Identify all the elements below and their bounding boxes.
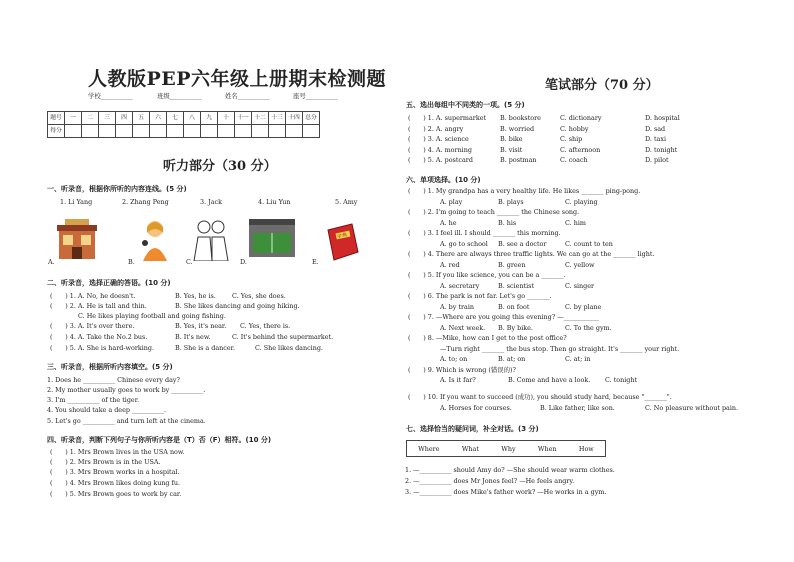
score-header-cell: 四 (116, 112, 133, 125)
score-header-cell: 二 (82, 112, 99, 125)
q6-option-10-0: A. Horses for courses. (440, 403, 512, 412)
q5-item-4-3: D. tonight (645, 145, 678, 154)
q2-item-1a: ( ) 1. A. No, he doesn't. (50, 292, 136, 300)
q4-item-5: ( ) 5. Mrs Brown goes to work by car. (50, 490, 182, 498)
q6-question-9: ( ) 9. Which is wrong (错误的)? (408, 365, 516, 374)
q5-item-5-0: ( ) 5. A. postcard (408, 156, 473, 164)
dictionary-label: 字典 (336, 232, 348, 241)
score-header-cell: 十 (218, 112, 235, 125)
q6-option-4-2: C. yellow (565, 260, 595, 269)
q5-item-1-0: ( ) 1. A. supermarket (408, 114, 487, 122)
score-header-cell: 十二 (252, 112, 269, 125)
q5-item-2-3: D. sad (645, 124, 666, 133)
score-header-cell: 十三 (269, 112, 286, 125)
q3-item-1: 1. Does he __________ Chinese every day? (47, 376, 180, 384)
q6-question-4: ( ) 4. There are always three traffic lights. We can go at the _______ light. (408, 250, 655, 258)
score-cell[interactable] (184, 125, 201, 138)
q3-item-4: 4. You should take a deep __________. (47, 406, 166, 414)
q6-option-6-0: A. by train (440, 302, 475, 311)
name-field[interactable]: 姓名__________ (225, 92, 270, 100)
q6-option-2-2: C. him (565, 218, 586, 227)
q6-question-3: ( ) 3. I feel ill. I should _______ this morning. (408, 229, 561, 237)
q5-item-2-1: B. worried (500, 124, 535, 133)
q5-heading: 五、选出每组中不同类的一项。(5 分) (406, 101, 525, 109)
q5-item-3-0: ( ) 3. A. science (408, 135, 469, 143)
score-cell[interactable] (99, 125, 116, 138)
score-cell[interactable] (303, 125, 320, 138)
q4-heading: 四、听录音，判断下列句子与你所听内容是（T）否（F）相符。(10 分) (47, 436, 272, 444)
q7-heading: 七、选择恰当的疑问词，补全对话。(3 分) (406, 425, 539, 433)
q2-item-3c: C. Yes, there is. (240, 322, 291, 330)
score-header-cell: 六 (150, 112, 167, 125)
q3-heading: 三、听录音，根据所听内容填空。(5 分) (47, 363, 173, 371)
q6-option-6-1: B. on foot (498, 302, 530, 311)
class-field[interactable]: 班级__________ (157, 92, 202, 100)
q4-item-1: ( ) 1. Mrs Brown lives in the USA now. (50, 448, 185, 456)
q6-option-9-2: C. tonight (605, 376, 638, 384)
q2-item-4b: B. It's new. (175, 333, 211, 341)
q2-item-3a: ( ) 3. A. It's over there. (50, 322, 135, 330)
score-cell[interactable] (150, 125, 167, 138)
dictionary-picture (322, 222, 362, 262)
q6-question-6: ( ) 6. The park is not far. Let's go _______. (408, 292, 552, 300)
score-cell[interactable] (116, 125, 133, 138)
word-how: How (578, 444, 594, 453)
q5-item-5-1: B. postman (500, 156, 537, 164)
q2-item-5a: ( ) 5. A. She is hard-working. (50, 344, 155, 352)
score-header-cell: 三 (99, 112, 116, 125)
q1-name-2: 2. Zhang Peng (122, 198, 169, 206)
q6-option-4-0: A. red (440, 260, 460, 269)
q6-option-7-1: B. By bike. (498, 323, 533, 332)
score-header-cell: 十四 (286, 112, 303, 125)
singer-picture (135, 217, 175, 261)
score-cell[interactable] (286, 125, 303, 138)
q1-name-3: 3. Jack (200, 198, 222, 206)
q4-item-2: ( ) 2. Mrs Brown is in the USA. (50, 458, 161, 466)
score-cell[interactable] (133, 125, 150, 138)
score-header-label: 题号 (48, 112, 65, 125)
q5-item-4-1: B. visit (500, 145, 523, 154)
q6-option-8-0: A. to; on (440, 355, 468, 363)
q5-item-1-3: D. hospital (645, 114, 680, 122)
bookstore-picture (55, 217, 99, 261)
q6-question-10: ( ) 10. If you want to succeed (成功), you should study hard, because "_______". (408, 393, 672, 401)
q7-item-1: 1. —__________ should Amy do? —She should wear warm clothes. (405, 466, 615, 474)
q2-item-2a: ( ) 2. A. He is tall and thin. (50, 302, 147, 310)
word-what: What (461, 444, 479, 453)
score-cell[interactable] (167, 125, 184, 138)
q5-item-3-1: B. bike (500, 135, 523, 143)
score-header-cell: 九 (201, 112, 218, 125)
score-table (47, 111, 320, 138)
score-header-cell: 一 (65, 112, 82, 125)
score-header-cell: 十一 (235, 112, 252, 125)
q2-heading: 二、听录音，选择正确的答语。(10 分) (47, 279, 171, 287)
q5-item-5-2: C. coach (560, 156, 588, 164)
q4-item-3: ( ) 3. Mrs Brown works in a hospital. (50, 468, 180, 476)
q3-item-5: 5. Let's go __________ and turn left at the cinema. (47, 417, 206, 425)
score-cell[interactable] (252, 125, 269, 138)
q6-option-2-1: B. his (498, 218, 517, 227)
q6-question-5: ( ) 5. If you like science, you can be a _______. (408, 271, 566, 279)
score-cell[interactable] (82, 125, 99, 138)
q6-option-8-2: C. at; in (565, 355, 591, 363)
q1-name-5: 5. Amy (335, 198, 358, 206)
score-header-cell: 总分 (303, 112, 320, 125)
score-cell[interactable] (218, 125, 235, 138)
q3-item-3: 3. I'm __________ of the tiger. (47, 396, 140, 404)
number-field[interactable]: 座号__________ (293, 92, 338, 100)
q5-item-4-0: ( ) 4. A. morning (408, 145, 472, 154)
q6-question-8-line2: —Turn right _______ the bus stop. Then go straight. It's _______ your right. (440, 344, 680, 353)
q6-option-1-0: A. play (440, 197, 463, 206)
score-header-cell: 八 (184, 112, 201, 125)
score-cell[interactable] (201, 125, 218, 138)
stadium-picture (247, 217, 297, 261)
score-header-cell: 七 (167, 112, 184, 125)
q6-question-1: ( ) 1. My grandpa has a very healthy life. He likes _______ ping-pong. (408, 187, 641, 195)
q7-item-3: 3. —__________ does Mike's father work? —He works in a gym. (405, 488, 607, 496)
page-title: 人教版PEP六年级上册期末检测题 (88, 68, 387, 90)
q5-item-3-2: C. ship (560, 135, 583, 143)
q2-item-5b: B. She is a dancer. (175, 344, 236, 352)
q2-item-4c: C. It's behind the supermarket. (232, 333, 334, 341)
q6-option-2-0: A. he (440, 218, 457, 227)
word-why: Why (501, 444, 516, 453)
q6-question-2: ( ) 2. I'm going to teach _______ the Chinese song. (408, 208, 580, 216)
listening-heading: 听力部分（30 分） (163, 159, 277, 174)
q2-item-1c: C. Yes, she does. (232, 292, 286, 300)
q5-item-5-3: D. pilot (645, 156, 669, 164)
score-cell[interactable] (65, 125, 82, 138)
score-cell[interactable] (235, 125, 252, 138)
q1-letter-d: D. (240, 258, 247, 266)
q1-name-4: 4. Liu Yun (258, 198, 291, 206)
q5-item-1-1: B. bookstore (500, 114, 541, 122)
q1-letter-b: B. (128, 258, 135, 266)
q6-question-7: ( ) 7. —Where are you going this evening? —___________ (408, 313, 599, 321)
word-box (406, 440, 606, 457)
doctors-picture (190, 217, 232, 261)
q5-item-2-0: ( ) 2. A. angry (408, 124, 464, 133)
q6-option-1-2: C. playing (565, 197, 598, 206)
q5-item-3-3: D. taxi (645, 135, 666, 143)
q6-option-3-2: C. count to ten (565, 239, 613, 248)
q6-option-1-1: B. plays (498, 197, 524, 206)
q6-option-4-1: B. green (498, 260, 526, 269)
q1-name-1: 1. Li Yang (60, 198, 93, 206)
school-field[interactable]: 学校__________ (88, 92, 133, 100)
score-cell[interactable] (269, 125, 286, 138)
word-when: When (537, 444, 557, 453)
q6-option-3-0: A. go to school (440, 239, 488, 248)
q3-item-2: 2. My mother usually goes to work by __________. (47, 386, 206, 394)
q1-letter-e: E. (312, 258, 319, 266)
q6-option-5-0: A. secretary (440, 281, 480, 290)
q1-letter-c: C. (186, 258, 193, 266)
written-heading: 笔试部分（70 分） (545, 78, 659, 93)
q6-option-7-0: A. Next week. (440, 323, 486, 332)
q1-letter-a: A. (48, 258, 55, 266)
score-row-label: 得分 (48, 125, 65, 138)
q6-option-10-2: C. No pleasure without pain. (645, 403, 739, 412)
q2-item-3b: B. Yes, it's near. (175, 322, 227, 330)
q6-option-3-1: B. see a doctor (498, 239, 547, 248)
q6-option-9-1: B. Come and have a look. (508, 376, 591, 384)
q6-option-6-2: C. by plane (565, 302, 602, 311)
q2-item-2b: B. She likes dancing and going hiking. (175, 302, 300, 310)
q1-heading: 一、听录音，根据你所听的内容连线。(5 分) (47, 185, 187, 193)
q2-item-1b: B. Yes, he is. (175, 292, 216, 300)
q5-item-4-2: C. afternoon (560, 145, 601, 154)
q7-item-2: 2. —__________ does Mr Jones feel? —He feels angry. (405, 477, 575, 485)
q2-item-4a: ( ) 4. A. Take the No.2 bus. (50, 333, 148, 341)
q2-item-2c: C. He likes playing football and going fishing. (78, 312, 226, 320)
q5-item-1-2: C. dictionary (560, 114, 602, 122)
q6-option-10-1: B. Like father, like son. (540, 403, 615, 412)
q6-option-9-0: A. Is it far? (440, 376, 476, 384)
q6-question-8: ( ) 8. —Mike, how can I get to the post office? (408, 334, 567, 342)
q6-heading: 六、单项选择。(10 分) (406, 176, 481, 184)
q6-option-5-1: B. scientist (498, 281, 535, 290)
q6-option-8-1: B. at; on (498, 355, 526, 363)
q5-item-2-2: C. hobby (560, 124, 589, 133)
q6-option-5-2: C. singer (565, 281, 595, 290)
word-where: Where (418, 444, 440, 453)
q4-item-4: ( ) 4. Mrs Brown likes doing kung fu. (50, 479, 181, 487)
score-header-cell: 五 (133, 112, 150, 125)
q6-option-7-2: C. To the gym. (565, 323, 612, 332)
q2-item-5c: C. She likes dancing. (255, 344, 323, 352)
